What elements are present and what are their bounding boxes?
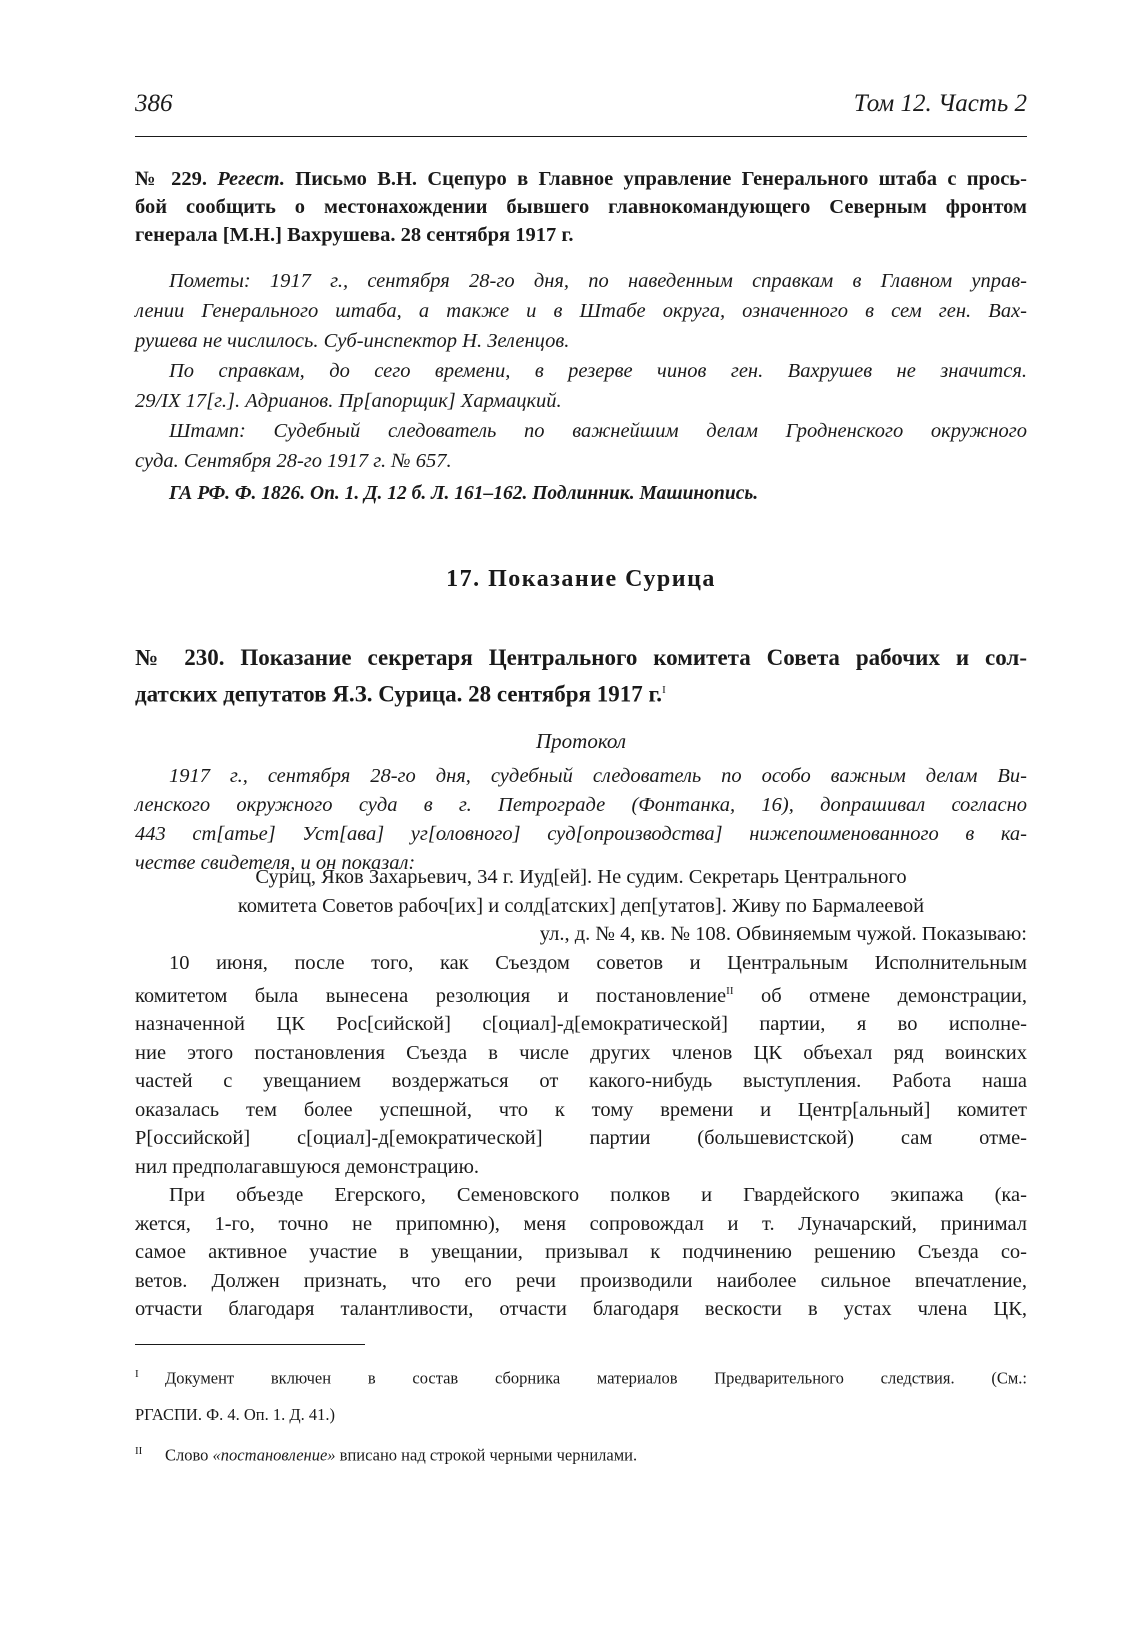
document-title-line: № 230. Показание секретаря Центрального комитета Совета рабочих и сол- [135, 645, 1027, 670]
regest-line-rest: Письмо В.Н. Сцепуро в Главное управление Генерального штаба с прось- [284, 168, 1027, 190]
document-title-text: датских депутатов Я.З. Сурица. 28 сентября 1917 г. [135, 681, 663, 707]
paragraph-line: самое активное участие в увещании, призывал к подчинению решению Съезда со- [135, 1241, 1027, 1264]
note-line: лении Генерального штаба, а также и в Штабе округа, означенного в сем ген. Вах- [135, 300, 1027, 322]
paragraph-line: ние этого постановления Съезда в числе других членов ЦК объехал ряд воинских [135, 1041, 1027, 1064]
protocol-line: 1917 г., сентября 28-го дня, судебный следователь по особо важным делам Ви- [169, 765, 1027, 787]
regest-line: генерала [М.Н.] Вахрушева. 28 сентября 1917 г. [135, 224, 574, 246]
note-line: суда. Сентября 28-го 1917 г. № 657. [135, 450, 452, 472]
protocol-heading: Протокол [536, 729, 626, 753]
paragraph-line: жется, 1-го, точно не припомню), меня сопровождал и т. Луначарский, принимал [135, 1212, 1027, 1235]
paragraph-line [135, 977, 1027, 1010]
deposition-text [135, 863, 1027, 1324]
witness-line: Суриц, Яков Захарьевич, 34 г. Иуд[ей]. Не судим. Секретарь Центрального [255, 866, 907, 888]
regest-229 [135, 165, 1027, 249]
paragraph-line: оказалась тем более успешной, что к тому времени и Центр[альный] комитет [135, 1098, 1027, 1121]
note-line: 29/IX 17[г.]. Адрианов. Пр[апорщик] Хармацкий. [135, 390, 562, 412]
regest-line [135, 165, 1027, 193]
note-line: Штамп: Судебный следователь по важнейшим делам Гродненского окружного [169, 420, 1027, 442]
paragraph-line-text: об отмене демонстрации, [733, 984, 1027, 1007]
notes-block [135, 266, 1027, 476]
footnote-text: вписано над строкой черными чернилами. [335, 1445, 638, 1464]
footnotes [135, 1362, 1027, 1467]
footnote-italic-word: «постановление» [212, 1445, 336, 1464]
protocol-line: 443 ст[атье] Уст[ава] уг[оловного] суд[опроизводства] нижепоименованного в ка- [135, 823, 1027, 845]
document-title-line [135, 674, 1027, 711]
note-line: По справкам, до сего времени, в резерве чинов ген. Вахрушев не значится. [169, 360, 1027, 382]
regest-line: бой сообщить о местонахождении бывшего главнокомандующего Северным фронтом [135, 196, 1027, 218]
footnote-2 [135, 1439, 1027, 1468]
volume-title: Том 12. Часть 2 [853, 90, 1027, 117]
paragraph-line: Р[оссийской] с[оциал]-д[емократической] партии (большевистской) сам отме- [135, 1127, 1027, 1150]
paragraph-line-text: комитетом была вынесена резолюция и постановление [135, 984, 727, 1007]
footnote-ref: I [662, 684, 666, 696]
paragraph-line: 10 июня, после того, как Съездом советов и Центральным Исполнительным [169, 951, 1027, 974]
paragraph-line: назначенной ЦК Рос[сийской] с[оциал]-д[емократической] партии, я во исполне- [135, 1013, 1027, 1036]
page-number: 386 [135, 90, 173, 117]
note-line: рушева не числилось. Суб-инспектор Н. Зеленцов. [135, 330, 570, 352]
footnote-text: Документ включен в состав сборника материалов Предварительного следствия. (См.: [165, 1368, 1027, 1388]
footnote-1-cont: РГАСПИ. Ф. 4. Оп. 1. Д. 41.) [135, 1404, 336, 1424]
footnote-mark: II [135, 1444, 143, 1457]
footnote-text: Слово [165, 1445, 213, 1464]
footnote-1 [135, 1362, 1027, 1391]
protocol-line: честве свидетеля, и он показал: [135, 852, 416, 874]
protocol-intro [135, 762, 1027, 878]
paragraph-line: При объезде Егерского, Семеновского полков и Гвардейского экипажа (ка- [169, 1184, 1027, 1207]
section-title: 17. Показание Сурица [446, 566, 716, 592]
footnote-mark: I [135, 1368, 139, 1380]
regest-number: № 229. [135, 168, 218, 190]
document-title [135, 642, 1027, 711]
regest-label: Регест. [217, 168, 285, 190]
footnote-rule [135, 1344, 365, 1345]
running-head [135, 90, 1027, 124]
archive-source: ГА РФ. Ф. 1826. Оп. 1. Д. 12 б. Л. 161–162. Подлинник. Машинопись. [169, 483, 759, 504]
witness-line: комитета Советов рабоч[их] и солд[атских] деп[утатов]. Живу по Бармалеевой [237, 894, 925, 917]
paragraph-line: нил предполагавшуюся демонстрацию. [135, 1155, 480, 1178]
witness-line: ул., д. № 4, кв. № 108. Обвиняемым чужой. Показываю: [539, 923, 1027, 945]
protocol-line: ленского окружного суда в г. Петрограде (Фонтанка, 16), допрашивал согласно [135, 794, 1027, 816]
note-line: Пометы: 1917 г., сентября 28-го дня, по наведенным справкам в Главном управ- [169, 270, 1027, 292]
footnote-ref: II [726, 985, 734, 997]
paragraph-line: ветов. Должен признать, что его речи производили наиболее сильное впечатление, [135, 1269, 1027, 1292]
header-rule [135, 136, 1027, 137]
paragraph-line: отчасти благодаря талантливости, отчасти благодаря вескости в устах члена ЦК, [135, 1298, 1027, 1321]
paragraph-line: частей с увещанием воздержаться от какого-нибудь выступления. Работа наша [135, 1070, 1027, 1093]
